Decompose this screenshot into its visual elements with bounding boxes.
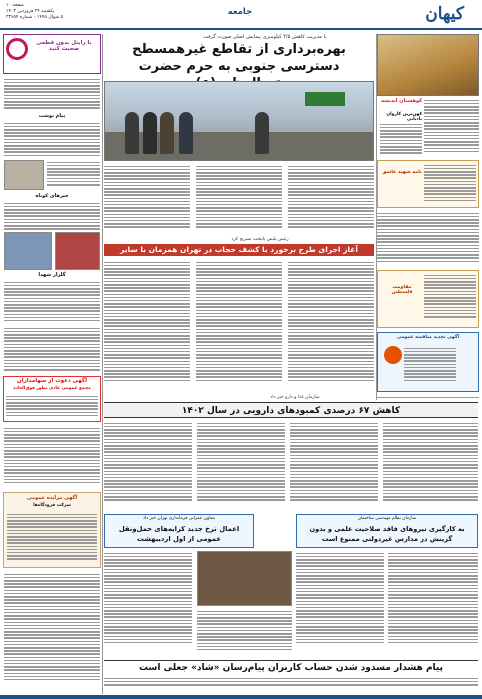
photo-person [255,112,269,154]
banner2-kicker: سازمان غذا و دارو خبر داد [270,395,320,400]
page-number: صفحه ۱۰ [6,3,25,8]
fare-story-kicker: معاون عمرانی فرمانداری تهران خبر داد [142,516,216,521]
schools-story-kicker: سازمان نظام مهندسی ساختمان [357,516,417,521]
photo-person [160,112,174,154]
right-text-block-1 [424,98,479,158]
footer-rule [0,695,482,699]
right-photo-subcaption: کهن‌ترین کاروان بادبانی [386,112,422,122]
photo-person [143,112,157,154]
bottom-col-4 [388,551,478,656]
right-divider [377,397,479,398]
masthead-date [6,3,126,21]
date-line: یکشنبه ۲۴ فروردین ۱۴۰۳ [6,9,55,14]
bottom-col-1 [104,551,192,656]
auction-ad-body [7,512,97,566]
left-text-block-7 [4,426,100,490]
left-text-block-4 [4,201,100,231]
bottom-col-3 [296,551,384,656]
right-box-1-body [424,163,476,206]
low-col-1 [104,421,192,511]
left-thumb-3 [55,232,100,270]
rightel-logo-icon [6,38,28,60]
schools-story-title: به کارگیری نیروهای فاقد صلاحیت علمی و بدون گزینش در مدارس غیردولتی ممنوع است [309,525,465,543]
right-text-block-3 [377,211,479,267]
photo-person [125,112,139,154]
rightel-ad-title: با رایتل بدون قطعی صحبت کنید [36,40,92,52]
mid-col-3-top [288,164,374,236]
right-box-1-title: نامه شهید عاشق [382,170,422,175]
red-banner-kicker: رئیس پلیس پایتخت تشریح کرد [231,237,289,242]
left-text-block-6 [4,326,100,374]
low-col-2 [197,421,285,511]
left-text-block-3 [47,160,100,190]
right-text-block-2 [380,122,422,158]
fare-story-title: اعمال نرخ جدید کرایه‌های حمل‌ونقل عمومی از اول اردیبهشت [118,525,240,543]
footer-headline: پیام هشدار مسدود شدن حساب کاربران پیام‌رسان «شاد» جعلی است [104,660,478,674]
auction-ad-subtitle: شرکت فرودگاه‌ها [33,503,71,508]
right-box-2-body [424,273,476,325]
left-subhead-3: گلزار شهدا [38,272,66,278]
left-thumb-1 [4,160,44,190]
company-logo-icon [384,346,402,364]
mid-col-2-top [196,164,282,236]
issue-line: ۵ شوال ۱۴۴۵ - شماره ۲۳۶۵۴ [6,15,64,20]
shareholders-ad-body [6,394,98,420]
bottom-photo [197,551,292,606]
main-headline: بهره‌برداری از تقاطع غیرهمسطح دسترسی جنوبی به حرم حضرت [132,42,346,74]
section-title: جامعه [227,7,253,17]
banner2-headline: کاهش ۶۷ درصدی کمبودهای دارویی در سال ۱۴۰۲ [104,402,478,418]
left-thumb-2 [4,232,52,270]
right-photo-ship [377,34,479,96]
left-text-block-5 [4,280,100,325]
tender-ad-body [404,346,456,388]
mid-col-1-top [104,164,190,236]
left-text-block-2 [4,121,100,159]
left-text-block-8 [4,572,100,692]
mid-col-3-mid [288,260,374,398]
mid-col-1-mid [104,260,190,398]
shareholders-ad-subtitle: مجمع عمومی عادی بطور فوق‌العاده [13,386,91,391]
mid-col-2-mid [196,260,282,398]
left-subhead-1: پیام نوشت [38,113,66,119]
photo-road-sign [305,92,345,106]
auction-ad-title: آگهی مزایده عمومی [26,495,78,501]
bottom-col-2 [197,609,292,656]
low-col-3 [290,421,378,511]
newspaper-logo: کیهان [425,4,464,24]
photo-person [179,112,193,154]
red-banner-headline: آغاز اجرای طرح برخورد با کشف حجاب در تهران همزمان با سایر [104,244,374,256]
footer-text [104,676,478,694]
column-divider-left [102,34,103,694]
low-col-4 [383,421,478,511]
right-box-2-title: مقاومت فلسطین [391,285,413,295]
shareholders-ad-title: آگهی دعوت از سهامداران [17,378,87,384]
tender-ad-title: آگهی تجدید مناقصه عمومی [396,335,460,340]
main-kicker: با مدیریت کاهش ۴/۵ کیلومتری پیمایش اصلی صورت گرفت [203,34,327,40]
left-text-block-1 [4,77,100,112]
left-subhead-2: خبرهای کوتاه [35,193,69,199]
main-photo [104,81,374,161]
right-photo-caption: کوهستان اندیشه [380,98,422,104]
